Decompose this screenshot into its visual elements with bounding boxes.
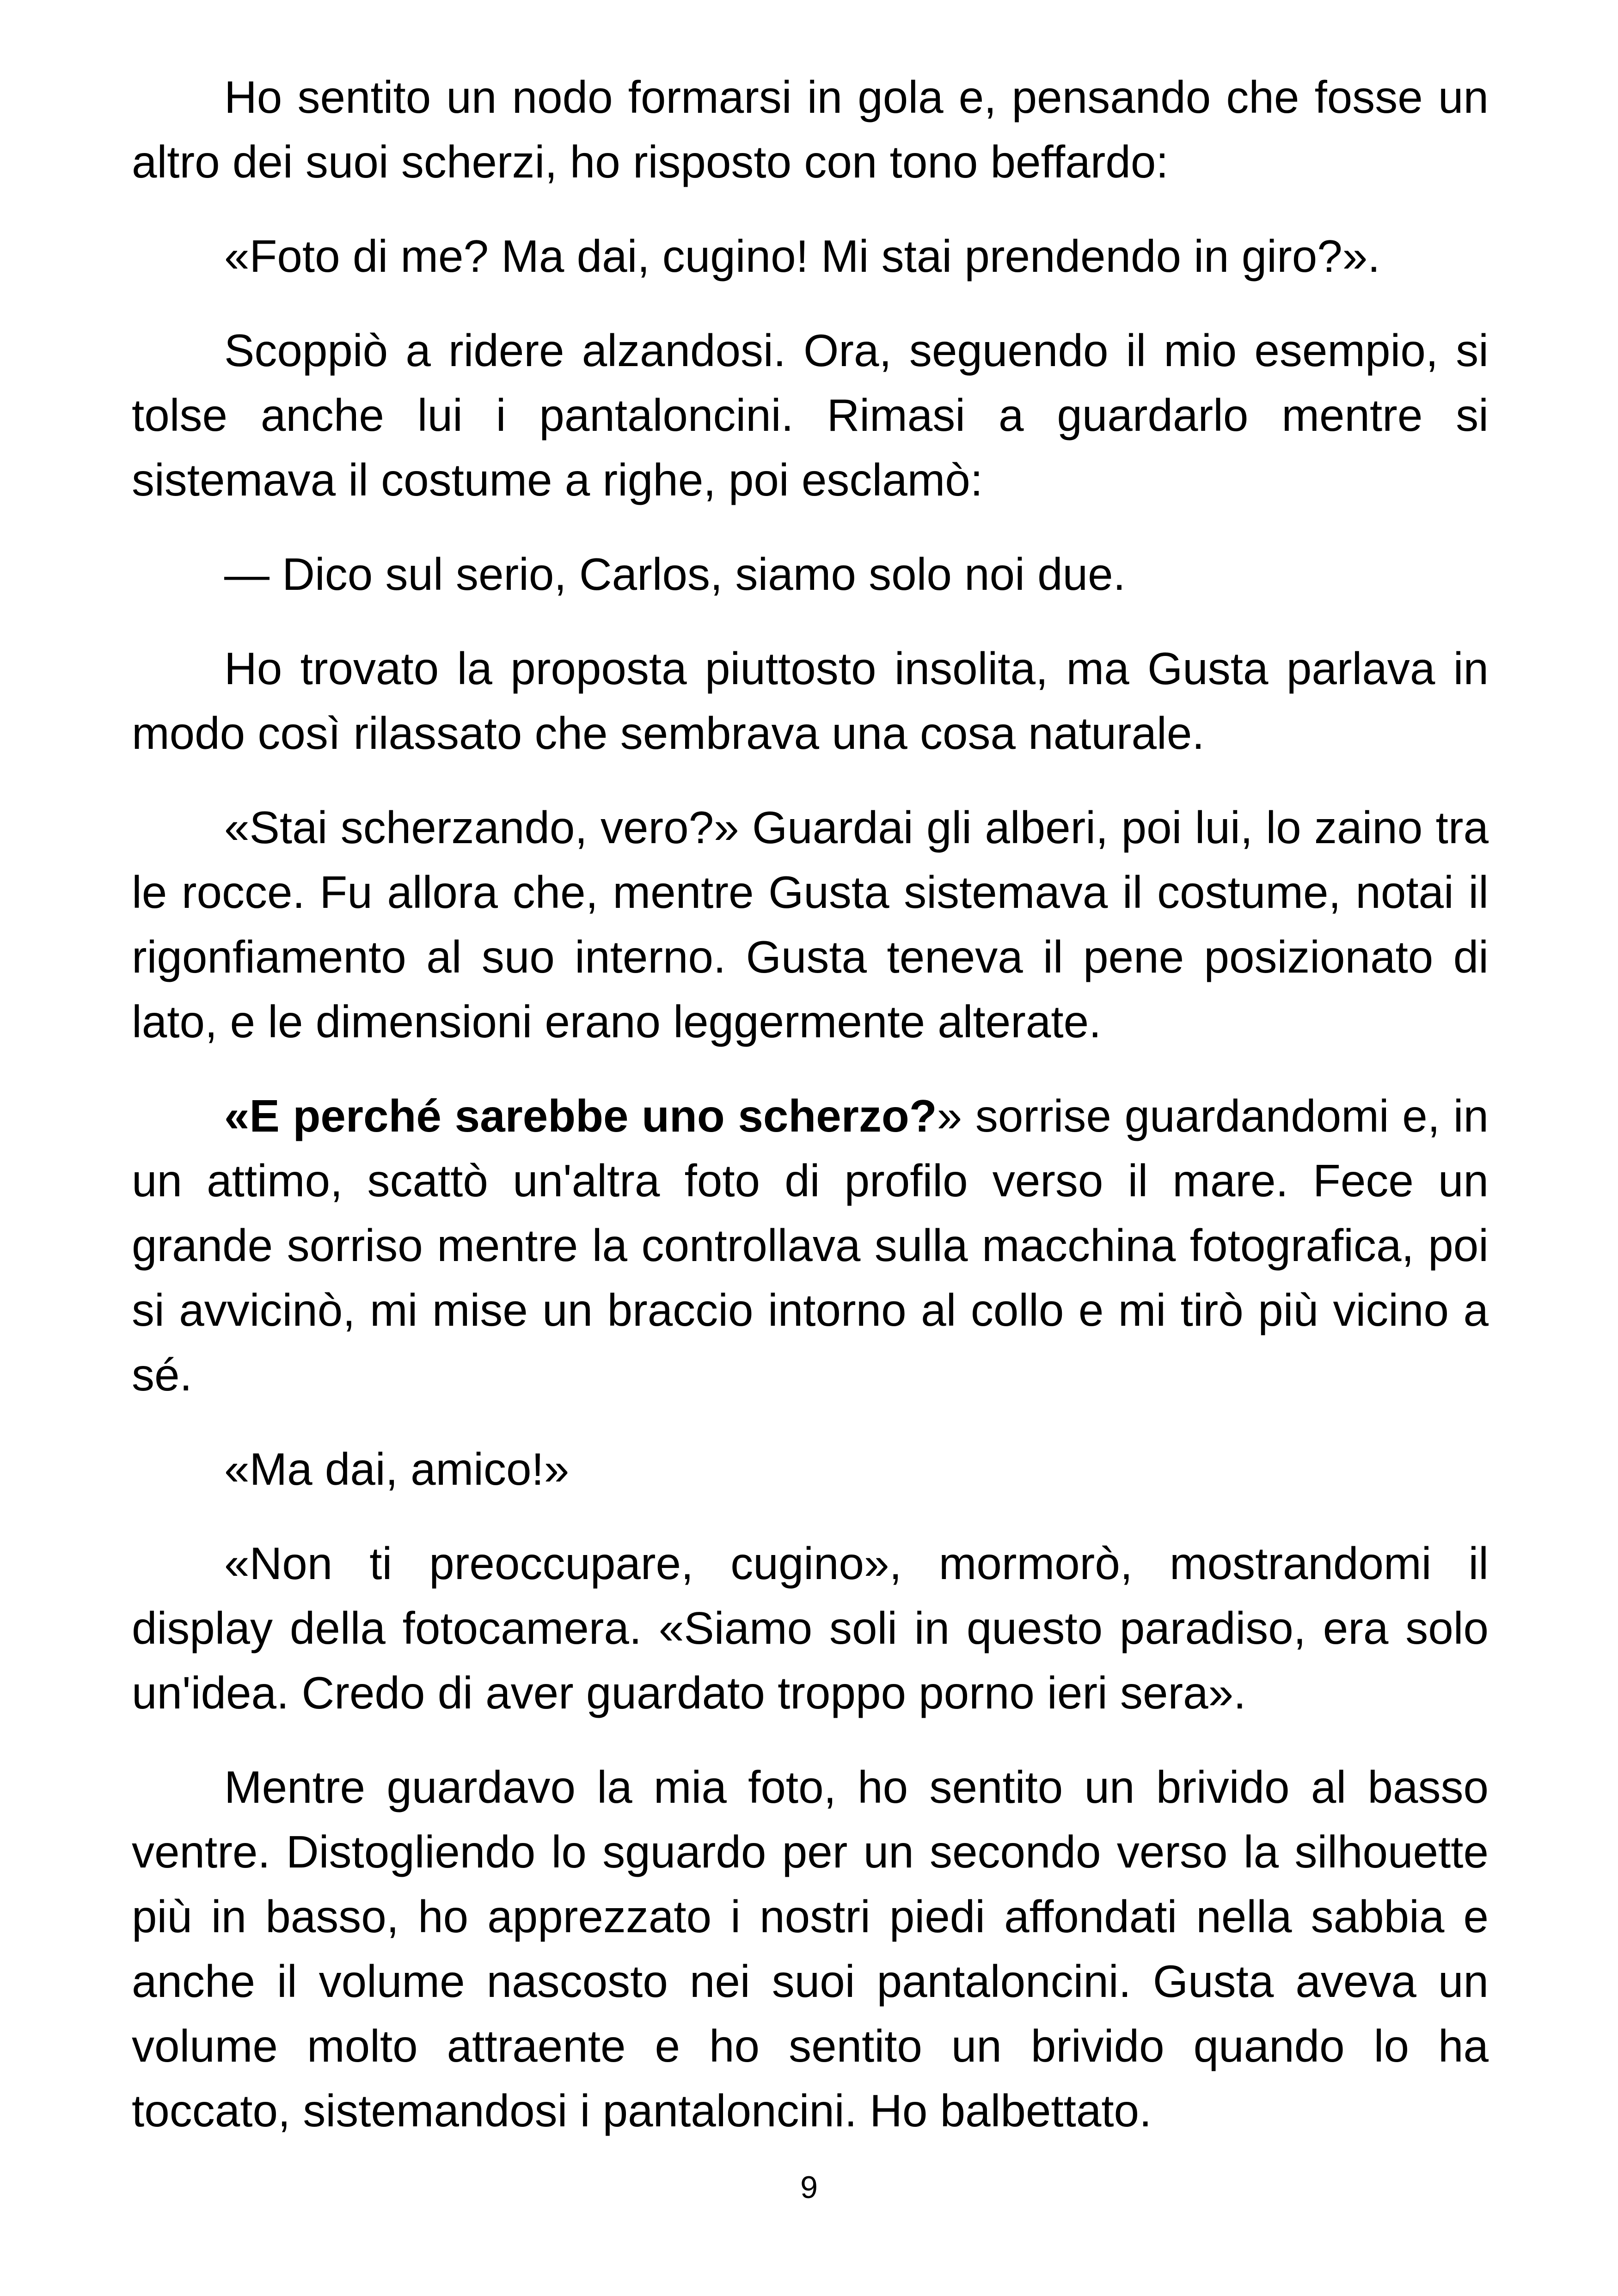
paragraph-4: — Dico sul serio, Carlos, siamo solo noi due.: [224, 549, 1126, 600]
paragraph-7-bold-quote: «E perché sarebbe uno scherzo?: [224, 1090, 937, 1141]
paragraph-1: Ho sentito un nodo formarsi in gola e, pensando che fosse un altro dei suoi scherzi, ho risposto con tono beffardo:: [132, 72, 1489, 187]
paragraph-3: Scoppiò a ridere alzandosi. Ora, seguendo il mio esempio, si tolse anche lui i pantaloncini. Rimasi a guardarlo mentre si sistemava il costume a righe, poi esclamò:: [132, 325, 1489, 505]
page-number: 9: [800, 2170, 818, 2205]
paragraph-2: «Foto di me? Ma dai, cugino! Mi stai prendendo in giro?».: [224, 231, 1380, 282]
paragraph-8: «Ma dai, amico!»: [224, 1444, 570, 1494]
paragraph-10: Mentre guardavo la mia foto, ho sentito un brivido al basso ventre. Distogliendo lo sguardo per un secondo verso la silhouette più in basso, ho apprezzato i nostri piedi affondati nella sabbia e anche il volume nascosto nei suoi pantaloncini. Gusta aveva un volume molto attraente e ho sentito un brivido quando lo ha toccato, sistemandosi i pantaloncini. Ho balbettato.: [132, 1762, 1489, 2136]
paragraph-7-text: » sorrise guardandomi e, in un attimo, scattò un'altra foto di profilo verso il mare. Fece un grande sorriso mentre la controllava sulla macchina fotografica, poi si avvicinò, mi mise un braccio intorno al collo e mi tirò più vicino a sé.: [132, 1090, 1489, 1400]
page-body: [132, 65, 1489, 2173]
paragraph-9: «Non ti preoccupare, cugino», mormorò, mostrandomi il display della fotocamera. «Siamo soli in questo paradiso, era solo un'idea. Credo di aver guardato troppo porno ieri sera».: [132, 1538, 1489, 1718]
paragraph-5: Ho trovato la proposta piuttosto insolita, ma Gusta parlava in modo così rilassato che sembrava una cosa naturale.: [132, 643, 1489, 759]
paragraph-7: [132, 1084, 1489, 1407]
paragraph-6: «Stai scherzando, vero?» Guardai gli alberi, poi lui, lo zaino tra le rocce. Fu allora che, mentre Gusta sistemava il costume, notai il rigonfiamento al suo interno. Gusta teneva il pene posizionato di lato, e le dimensioni erano leggermente alterate.: [132, 802, 1489, 1047]
